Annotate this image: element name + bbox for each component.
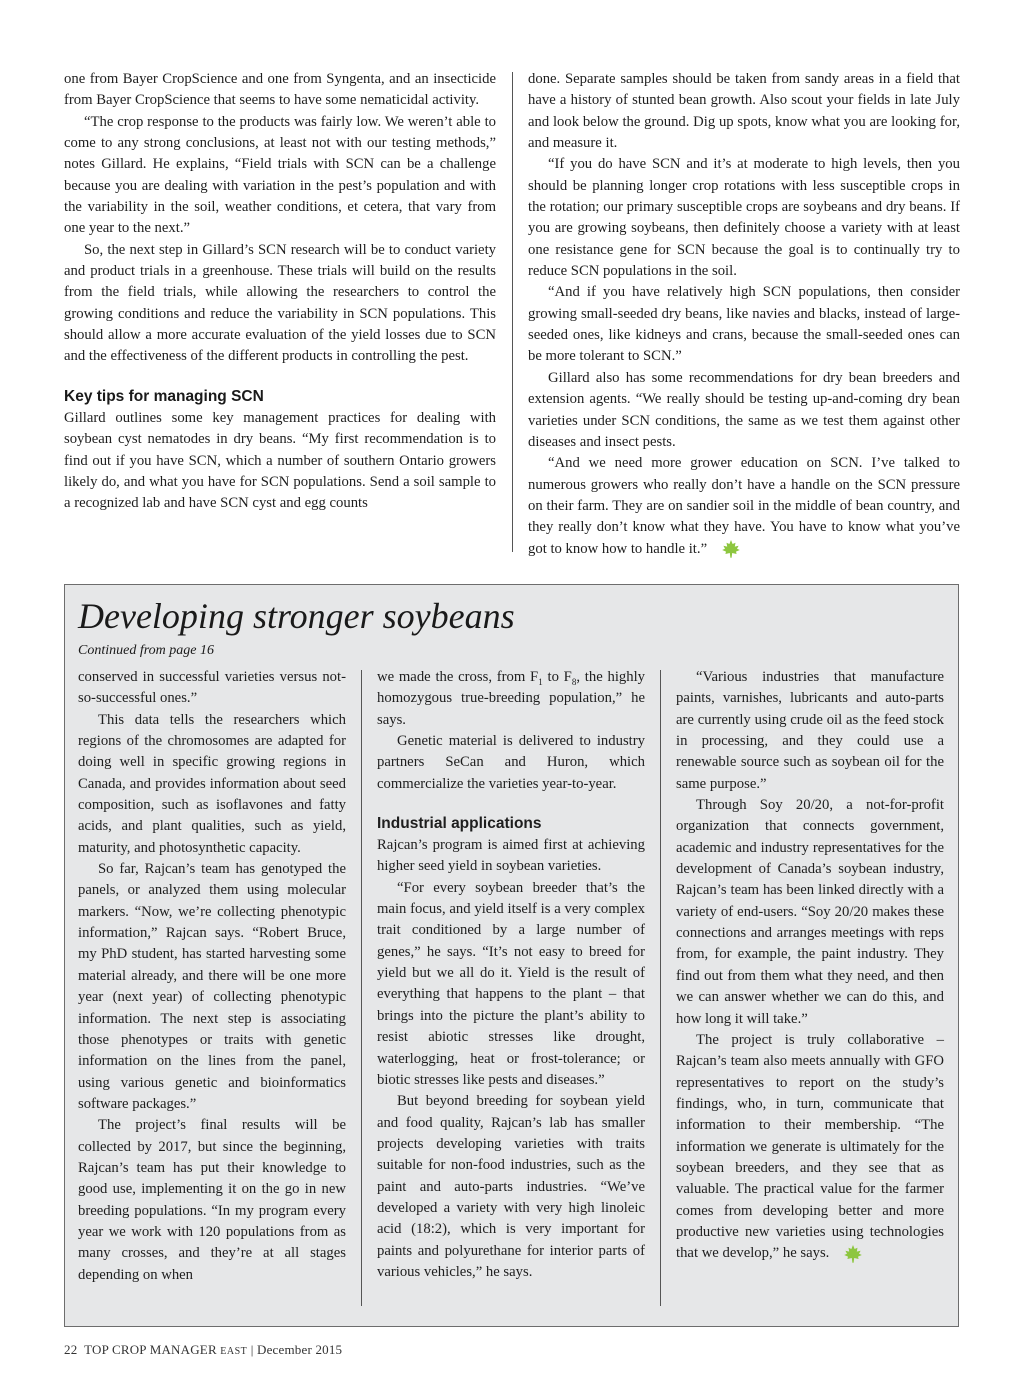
sidebar-paragraph: Through Soy 20/20, a not-for-profit organization that connects government, academic and industry representatives for the development of Canada’s soybean industry, Rajcan’s team has been linked directly with a variety of end-users. “Soy 20/20 makes these connections and arranges meetings with reps from, for example, the paint industry. They find out from them what they need, and then we can answer whether we can do this, and how long it will take.” xyxy=(676,797,944,1027)
page-footer xyxy=(64,1341,342,1361)
page-number: 22 xyxy=(64,1342,78,1357)
issue-date: December 2015 xyxy=(257,1342,343,1357)
magazine-edition: EAST xyxy=(220,1346,248,1357)
article-paragraph: “And if you have relatively high SCN populations, then consider growing small-seeded dry beans, like navies and blacks, instead of large-seeded ones, like kidneys and crans, because the small-seeded ones can be more tolerant to SCN.” xyxy=(528,284,960,365)
article-paragraph-text: “And we need more grower education on SCN. I’ve talked to numerous growers who really don’t have a handle on the SCN pressure on their farm. They are on sandier soil in the middle of bean country, and they really don’t know what they have. You have to know what you’ve got to know how to handle it.” xyxy=(528,455,960,557)
sidebar-paragraph xyxy=(676,1030,944,1265)
footer-separator: | xyxy=(250,1342,254,1357)
sidebar-paragraph: Genetic material is delivered to industry partners SeCan and Huron, which commercialize the varieties year-to-year. xyxy=(377,733,645,792)
sidebar-paragraph: conserved in successful varieties versus not-so-successful ones.” xyxy=(78,669,346,707)
maple-leaf-icon xyxy=(721,539,741,559)
article-paragraph: So, the next step in Gillard’s SCN research will be to conduct variety and product trials in a greenhouse. These trials will build on the results from the field trials, while allowing the researchers to control the growing conditions and reduce the variability in SCN populations. This should allow a more accurate evaluation of the yield losses due to SCN and the effectiveness of the different products in controlling the pest. xyxy=(64,241,496,365)
sidebar-paragraph-text: The project is truly collaborative – Rajcan’s team also meets annually with GFO representatives to report on the study’s findings, who, in turn, communicate that information to their membership. “The information we generate is ultimately for the soybean breeders, and they see that as valuable. The practical value for the farmer comes from developing better and more productive new varieties using technologies that we develop,” he says. xyxy=(676,1031,944,1262)
maple-leaf-icon xyxy=(843,1244,863,1264)
sidebar-paragraph: This data tells the researchers which regions of the chromosomes are adapted for doing well in specific growing regions in Canada, and provides information about seed composition, such as isoflavones and fatty acids, and plant qualities, such as yield, maturity, and photosynthetic capacity. xyxy=(78,711,346,856)
sidebar-column-3 xyxy=(676,667,944,1265)
sidebar-paragraph: “For every soybean breeder that’s the main focus, and yield itself is a very complex trait conditioned by a large number of genes,” he says. “It’s not easy to breed for yield but we all do it. Yield is the result of everything that happens to the plant – that brings into the picture the plant’s ability to resist abiotic stresses like drought, waterlogging, heat or frost-tolerance; or biotic stresses like pests and diseases.” xyxy=(377,879,645,1088)
sidebar-paragraph: The project’s final results will be collected by 2017, but since the beginning, Rajcan’s team has put their knowledge to good use, implementing it on the go in new breeding populations. “In my program every year we work with 120 populations from as many crosses, and they’re at all stages depending on when xyxy=(78,1117,346,1283)
sidebar-column-1 xyxy=(78,667,346,1286)
article-paragraph: Gillard also has some recommendations for dry bean breeders and extension agents. “We really should be testing up-and-coming dry bean varieties under SCN conditions, the same as we test them against other diseases and insect pests. xyxy=(528,369,960,450)
article-paragraph: Gillard outlines some key management practices for dealing with soybean cyst nematodes in dry beans. “My first recommendation is to find out if you have SCN, which a number of southern Ontario growers likely do, and what you have for SCN populations. Send a soil sample to a recognized lab and have SCN cyst and egg counts xyxy=(64,409,496,512)
column-divider xyxy=(512,72,513,552)
sidebar-paragraph: But beyond breeding for soybean yield and food quality, Rajcan’s lab has smaller projects developing varieties with traits suitable for non-food industries, such as the paint and auto-parts industries. “We’ve developed a variety with very high linoleic acid (18:2), which is very important for paints and polyurethane for interior parts of various vehicles,” he says. xyxy=(377,1093,645,1280)
article-column-2 xyxy=(528,69,960,560)
sidebar-continued-note: Continued from page 16 xyxy=(78,643,214,658)
article-paragraph: one from Bayer CropScience and one from Syngenta, and an insecticide from Bayer CropScience that seems to have some nematicidal activity. xyxy=(64,71,496,109)
sidebar-paragraph: we made the cross, from $F_1$ to $F_8$, the highly homozygous true-breeding population,” he says. xyxy=(377,669,646,728)
sidebar-column-2 xyxy=(377,667,645,1283)
sidebar-paragraph: So far, Rajcan’s team has genotyped the panels, or analyzed them using molecular markers. “Now, we’re collecting phenotypic information,” Rajcan says. “Robert Bruce, my PhD student, has started harvesting some material already, and there will be one more year (next year) of collecting phenotypic information. The next step is associating those phenotypes or traits with genetic information on the lines from the panel, using various genetic and bioinformatics software packages.” xyxy=(78,861,346,1112)
article-column-1 xyxy=(64,69,496,515)
sidebar-paragraph: Rajcan’s program is aimed first at achieving higher seed yield in soybean varieties. xyxy=(377,837,645,875)
section-heading-industrial: Industrial applications xyxy=(377,815,542,833)
sidebar-paragraph: “Various industries that manufacture paints, varnishes, lubricants and auto-parts are currently using crude oil as the feed stock in processing, and they could use a renewable source such as soybean oil for the same purpose.” xyxy=(676,669,944,792)
article-paragraph: done. Separate samples should be taken from sandy areas in a field that have a history of stunted bean growth. Also scout your fields in late July and look below the ground. Dig up spots, know what you are looking for, and measure it. xyxy=(528,71,960,152)
magazine-name: TOP CROP MANAGER xyxy=(84,1342,217,1357)
article-paragraph xyxy=(528,453,960,560)
column-divider xyxy=(361,670,362,1306)
article-paragraph: “The crop response to the products was fairly low. We weren’t able to come to any strong conclusions, at least not with our testing methods,” notes Gillard. He explains, “Field trials with SCN can be a challenge because you are dealing with variation in the pest’s population and with the variability in the soil, weather conditions, et cetera, that vary from one year to the next.” xyxy=(64,113,496,237)
column-divider xyxy=(660,670,661,1306)
section-heading-key-tips: Key tips for managing SCN xyxy=(64,387,264,405)
article-paragraph: “If you do have SCN and it’s at moderate to high levels, then you should be planning longer crop rotations with less susceptible crops in the rotation; our primary susceptible crops are soybeans and dry beans. If you are growing soybeans, then definitely choose a variety with at least one resistance gene for SCN because the goal is to continually try to reduce SCN populations in the soil. xyxy=(528,156,960,280)
sidebar-title: Developing stronger soybeans xyxy=(78,596,515,636)
